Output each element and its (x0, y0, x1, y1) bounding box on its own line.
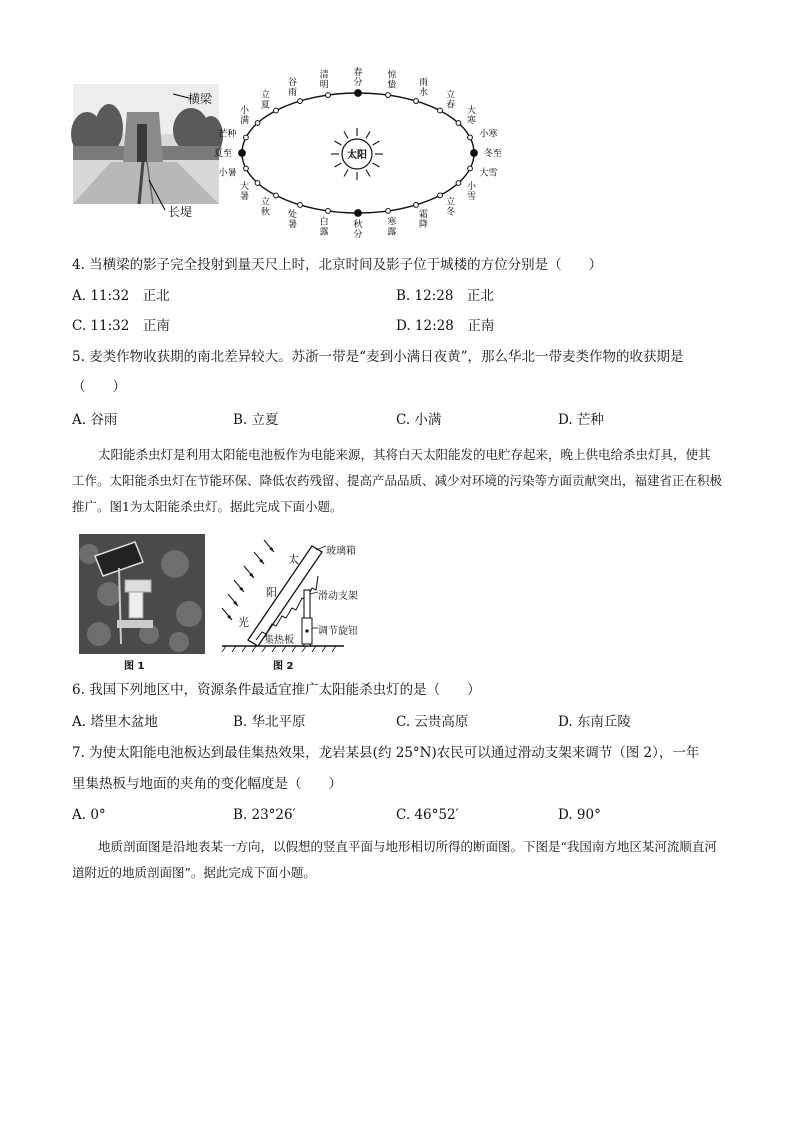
term-dot-10 (414, 203, 419, 208)
term-label-18: 夏至 (213, 149, 233, 159)
term-label-2: 雨水 (418, 78, 429, 99)
q6-option-b[interactable]: B. 华北平原 (233, 714, 306, 730)
term-label-12: 秋分 (353, 220, 363, 240)
term-label-9: 立冬 (446, 197, 456, 218)
q5-option-b[interactable]: B. 立夏 (233, 412, 279, 428)
q4-option-d[interactable]: D. 12:28 正南 (396, 318, 495, 334)
term-label-7: 大雪 (479, 168, 498, 179)
term-dot-12 (355, 210, 362, 217)
term-dot-1 (386, 93, 391, 98)
term-label-5: 小寒 (479, 129, 498, 140)
insect-lamp-photo (79, 534, 205, 654)
term-dot-19 (244, 135, 249, 140)
sun-icon (331, 128, 383, 180)
fig2-caption: 图 2 (273, 661, 294, 672)
q7-stem-line1: 7. 为使太阳能电池板达到最佳集热效果，龙岩某县(约 25°N)农民可以通过滑动支架来调节（图 2），一年 (72, 745, 700, 761)
term-dot-22 (298, 99, 303, 104)
term-label-4: 大寒 (466, 106, 476, 126)
term-label-19: 芒种 (218, 129, 237, 140)
q5-stem-line1: 5. 麦类作物收获期的南北差异较大。苏浙一带是“麦到小满日夜黄”，那么华北一带麦类作物的收获期是 (72, 349, 684, 365)
q6-stem: 6. 我国下列地区中，资源条件最适宜推广太阳能杀虫灯的是（ ） (72, 682, 481, 698)
label-collector-plate: 集热板 (264, 635, 294, 646)
term-dot-13 (326, 209, 331, 214)
term-label-23: 清明 (319, 70, 329, 91)
term-dot-7 (468, 166, 473, 171)
term-label-1: 惊蛰 (387, 70, 397, 91)
term-label-13: 白露 (319, 217, 329, 238)
label-tai: 太 (288, 553, 299, 566)
q6-option-a[interactable]: A. 塔里木盆地 (72, 714, 158, 730)
q4-option-c[interactable]: C. 11:32 正南 (72, 318, 170, 334)
q7-option-c[interactable]: C. 46°52′ (396, 807, 459, 823)
sun-label: 太阳 (347, 150, 367, 161)
term-label-8: 小雪 (466, 182, 476, 202)
term-dot-11 (386, 209, 391, 214)
term-dot-9 (438, 193, 443, 198)
term-dot-21 (274, 108, 279, 113)
q4-option-b[interactable]: B. 12:28 正北 (396, 288, 494, 304)
term-label-16: 大暑 (240, 182, 250, 202)
label-guang: 光 (238, 616, 249, 629)
term-label-10: 霜降 (418, 209, 429, 230)
term-dot-8 (456, 181, 461, 186)
term-dot-5 (468, 135, 473, 140)
solar-terms-diagram (213, 64, 510, 244)
term-dot-6 (471, 150, 478, 157)
beam-label: 横梁 (188, 92, 213, 106)
q5-option-c[interactable]: C. 小满 (396, 412, 442, 428)
term-label-15: 立秋 (260, 197, 270, 218)
term-label-22: 谷雨 (287, 78, 298, 99)
term-dot-0 (355, 90, 362, 97)
passage-solar-lamp: 太阳能杀虫灯是利用太阳能电池板作为电能来源，其将白天太阳能发的电贮存起来，晚上供电给杀虫灯具，使其工作。太阳能杀虫灯在节能环保、降低农药残留、提高产品品质、减少对环境的污染等方面贡献突出，福建省正在积极推广。图1为太阳能杀虫灯。据此完成下面小题。 (72, 447, 723, 514)
term-label-21: 立夏 (260, 90, 270, 111)
q6-option-d[interactable]: D. 东南丘陵 (558, 714, 631, 730)
term-dot-14 (298, 203, 303, 208)
term-dot-23 (326, 93, 331, 98)
fig1-caption: 图 1 (124, 661, 145, 672)
q5-option-d[interactable]: D. 芒种 (558, 412, 604, 428)
passage-geologic-section: 地质剖面图是沿地表某一方向，以假想的竖直平面与地形相切所得的断面图。下图是“我国南方地区某河流顺直河道附近的地质剖面图”。据此完成下面小题。 (72, 839, 717, 880)
q7-option-a[interactable]: A. 0° (72, 807, 106, 823)
term-dot-2 (414, 99, 419, 104)
q7-option-b[interactable]: B. 23°26′ (233, 807, 296, 823)
sun-ray-arrows (222, 540, 274, 620)
term-dot-15 (274, 193, 279, 198)
term-dot-3 (438, 108, 443, 113)
term-dot-16 (255, 181, 260, 186)
term-label-20: 小满 (240, 106, 250, 126)
q7-stem-line2: 里集热板与地面的夹角的变化幅度是（ ） (72, 776, 342, 792)
term-label-17: 小暑 (218, 168, 237, 179)
q4-stem: 4. 当横梁的影子完全投射到量天尺上时，北京时间及影子位于城楼的方位分别是（ ） (72, 257, 603, 273)
q7-option-d[interactable]: D. 90° (558, 807, 601, 823)
q5-option-a[interactable]: A. 谷雨 (72, 412, 118, 428)
label-adjust-knob: 调节旋钮 (318, 626, 358, 637)
label-sliding-bracket: 滑动支架 (318, 591, 358, 602)
term-dot-17 (244, 166, 249, 171)
dike-label: 长堤 (168, 205, 193, 219)
term-label-3: 立春 (446, 90, 456, 111)
label-yang: 阳 (266, 586, 277, 599)
term-label-6: 冬至 (483, 149, 503, 159)
q5-stem-line2: （ ） (72, 379, 126, 395)
term-label-11: 寒露 (387, 217, 397, 238)
term-label-14: 处暑 (287, 209, 298, 230)
q4-option-a[interactable]: A. 11:32 正北 (72, 288, 170, 304)
term-label-0: 春分 (353, 68, 363, 88)
label-glass-box: 玻璃箱 (326, 546, 356, 557)
q6-option-c[interactable]: C. 云贵高原 (396, 714, 469, 730)
term-dot-20 (255, 121, 260, 126)
collector-diagram (218, 536, 388, 660)
term-dot-4 (456, 121, 461, 126)
term-dot-18 (239, 150, 246, 157)
